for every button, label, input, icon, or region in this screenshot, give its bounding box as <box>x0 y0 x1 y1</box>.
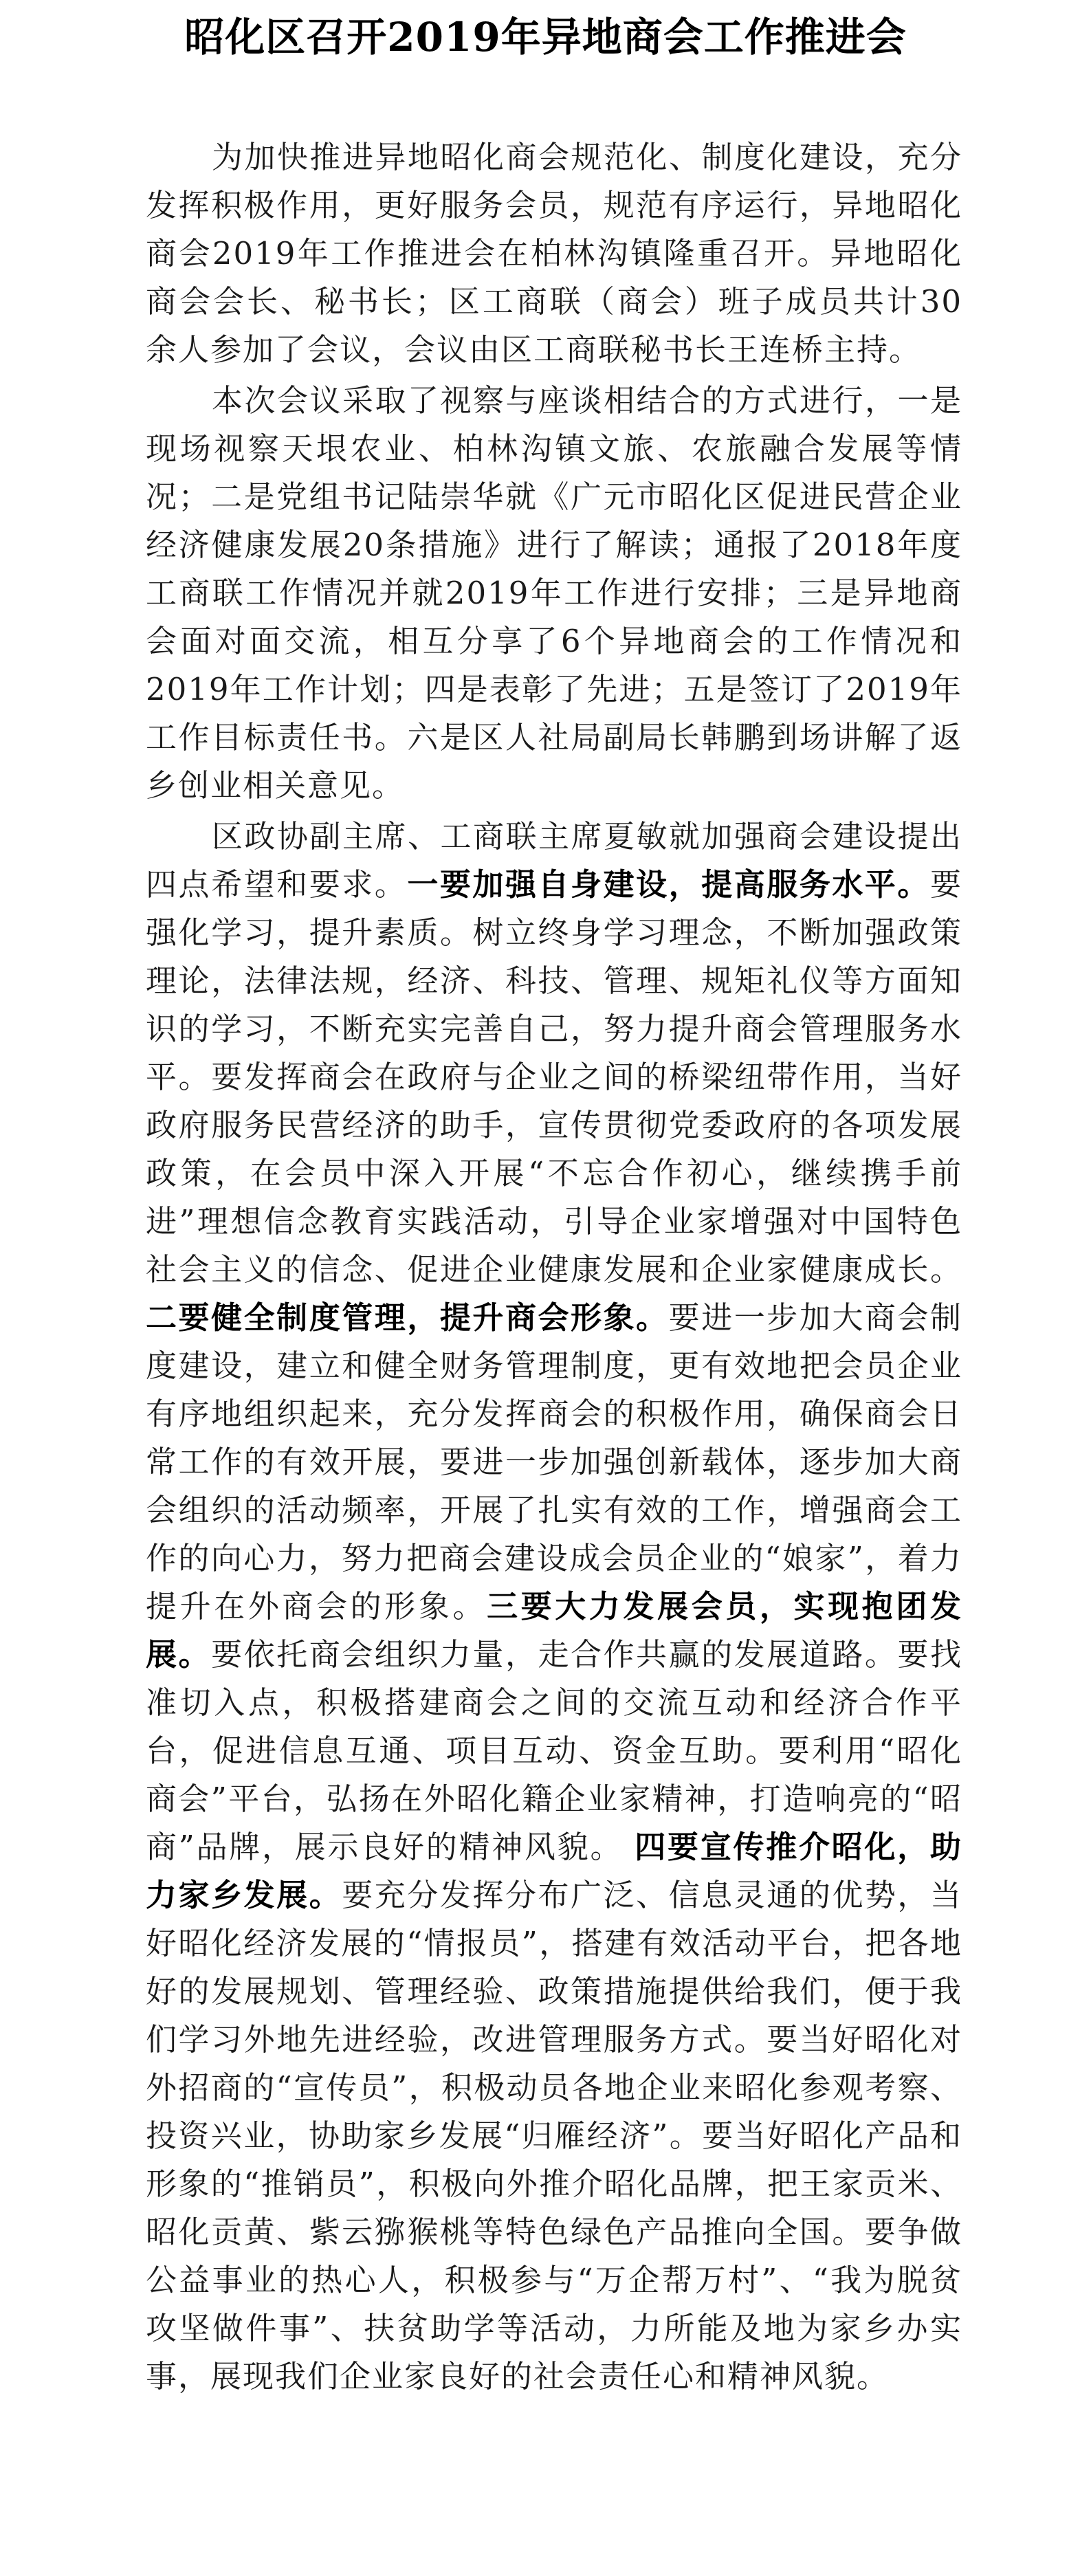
requirement-heading-4: 四要宣传推介昭化，助力家乡发展。 <box>146 1829 962 1913</box>
requirement-heading-1: 一要加强自身建设，提高服务水平。 <box>407 866 930 903</box>
article-title: 昭化区召开2019年异地商会工作推进会 <box>184 14 907 60</box>
requirement-text-1: 要强化学习，提升素质。树立终身学习理念，不断加强政策理论，法律法规，经济、科技、管理、规矩礼仪等方面知识的学习，不断充实完善自己，努力提升商会管理服务水平。要发挥商会在政府与企业之间的桥梁纽带作用，当好政府服务民营经济的助手，宣传贯彻党委政府的各项发展政策，在会员中深入开展“不忘合作初心，继续携手前进”理想信念教育实践活动，引导企业家增强对中国特色社会主义的信念、促进企业健康发展和企业家健康成长。 <box>146 866 962 1288</box>
paragraph-meeting-agenda: 本次会议采取了视察与座谈相结合的方式进行，一是现场视察天垠农业、柏林沟镇文旅、农旅融合发展等情况；二是党组书记陆崇华就《广元市昭化区促进民营企业经济健康发展20条措施》进行了解读；通报了2018年度工商联工作情况并就2019年工作进行安排；三是异地商会面对面交流，相互分享了6个异地商会的工作情况和2019年工作计划；四是表彰了先进；五是签订了2019年工作目标责任书。六是区人社局副局长韩鹏到场讲解了返乡创业相关意见。 <box>146 382 962 804</box>
paragraph-four-requirements <box>146 813 962 2401</box>
requirement-text-3: 要依托商会组织力量，走合作共赢的发展道路。要找准切入点，积极搭建商会之间的交流互动和经济合作平台，促进信息互通、项目互动、资金互助。要利用“昭化商会”平台，弘扬在外昭化籍企业家精神，打造响亮的“昭商”品牌，展示良好的精神风貌。 <box>146 1636 962 1865</box>
requirements-intro: 区政协副主席、工商联主席夏敏就加强商会建设提出四点希望和要求。 <box>146 818 962 903</box>
paragraph-meeting-overview: 为加快推进异地昭化商会规范化、制度化建设，充分发挥积极作用，更好服务会员，规范有序运行，异地昭化商会2019年工作推进会在柏林沟镇隆重召开。异地昭化商会会长、秘书长；区工商联（商会）班子成员共计30余人参加了会议，会议由区工商联秘书长王连桥主持。 <box>146 139 962 368</box>
requirement-text-4: 要充分发挥分布广泛、信息灵通的优势，当好昭化经济发展的“情报员”，搭建有效活动平台，把各地好的发展规划、管理经验、政策措施提供给我们，便于我们学习外地先进经验，改进管理服务方式。要当好昭化对外招商的“宣传员”，积极动员各地企业来昭化参观考察、投资兴业，协助家乡发展“归雁经济”。要当好昭化产品和形象的“推销员”，积极向外推介昭化品牌，把王家贡米、昭化贡黄、紫云猕猴桃等特色绿色产品推向全国。要争做公益事业的热心人，积极参与“万企帮万村”、“我为脱贫攻坚做件事”、扶贫助学等活动，力所能及地为家乡办实事，展现我们企业家良好的社会责任心和精神风貌。 <box>146 1877 962 2395</box>
requirement-text-2: 要进一步加大商会制度建设，建立和健全财务管理制度，更有效地把会员企业有序地组织起来，充分发挥商会的积极作用，确保商会日常工作的有效开展，要进一步加强创新载体，逐步加大商会组织的活动频率，开展了扎实有效的工作，增强商会工作的向心力，努力把商会建设成会员企业的“娘家”，着力提升在外商会的形象。 <box>146 1299 962 1625</box>
requirement-heading-3: 三要大力发展会员，实现抱团发展。 <box>146 1588 962 1673</box>
requirement-heading-2: 二要健全制度管理，提升商会形象。 <box>146 1299 669 1336</box>
article-body <box>146 133 962 2403</box>
